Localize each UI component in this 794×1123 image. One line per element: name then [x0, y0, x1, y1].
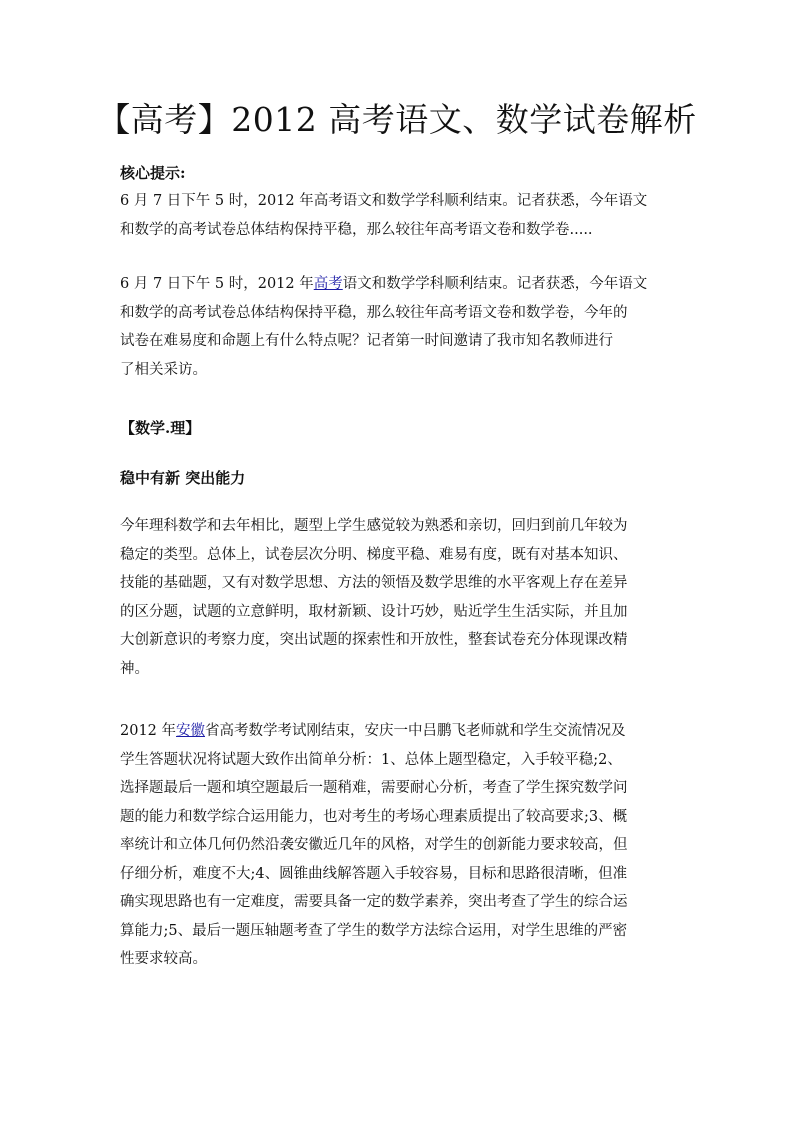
summary-paragraph — [120, 187, 688, 244]
intro-text: 语文和数学学科顺利结束。记者获悉，今年语文 — [342, 276, 648, 292]
paragraph-line: 率统计和立体几何仍然沿袭安徽近几年的风格，对学生的创新能力要求较高，但 — [120, 837, 628, 853]
paragraph-line: 学生答题状况将试题大致作出简单分析：1、总体上题型稳定，入手较平稳;2、 — [120, 751, 622, 768]
paragraph-line: 仔细分析，难度不大;4、圆锥曲线解答题入手较容易，目标和思路很清晰，但准 — [120, 865, 628, 882]
intro-line — [120, 270, 688, 299]
intro-line: 和数学的高考试卷总体结构保持平稳，那么较往年高考语文卷和数学卷，今年的 — [120, 304, 628, 321]
summary-line: 6 月 7 日下午 5 时，2012 年高考语文和数学学科顺利结束。记者获悉，今年语文 — [120, 193, 648, 209]
anhui-link[interactable]: 安徽 — [176, 723, 206, 739]
paragraph-text: 省高考数学考试刚结束，安庆一中吕鹏飞老师就和学生交流情况及 — [205, 723, 626, 739]
intro-text: 6 月 7 日下午 5 时，2012 年 — [120, 276, 314, 292]
summary-line: 和数学的高考试卷总体结构保持平稳，那么较往年高考语文卷和数学卷..... — [120, 221, 593, 238]
gaokao-link[interactable]: 高考 — [313, 276, 343, 292]
intro-line: 试卷在难易度和命题上有什么特点呢？记者第一时间邀请了我市知名教师进行 — [120, 333, 613, 349]
intro-line: 了相关采访。 — [120, 361, 207, 378]
section-subheading: 稳中有新 突出能力 — [120, 469, 246, 487]
math-paragraph-2 — [120, 717, 688, 974]
paragraph-line: 性要求较高。 — [120, 951, 207, 967]
paragraph-line: 算能力;5、最后一题压轴题考查了学生的数学方法综合运用，对学生思维的严密 — [120, 922, 628, 939]
paragraph-line: 稳定的类型。总体上，试卷层次分明、梯度平稳、难易有度，既有对基本知识、 — [120, 546, 628, 563]
page-title: 【高考】2012 高考语文、数学试卷解析 — [97, 100, 697, 139]
paragraph-line: 技能的基础题，又有对数学思想、方法的领悟及数学思维的水平客观上存在差异 — [120, 575, 628, 591]
paragraph-line: 题的能力和数学综合运用能力，也对考生的考场心理素质提出了较高要求;3、概 — [120, 808, 628, 825]
paragraph-line: 确实现思路也有一定难度，需要具备一定的数学素养，突出考查了学生的综合运 — [120, 894, 628, 910]
paragraph-line — [120, 717, 688, 746]
section-label: 【数学.理】 — [120, 419, 201, 437]
paragraph-line: 的区分题，试题的立意鲜明，取材新颖、设计巧妙，贴近学生生活实际，并且加 — [120, 603, 628, 620]
paragraph-line: 大创新意识的考察力度，突出试题的探索性和开放性，整套试卷充分体现课改精 — [120, 632, 628, 648]
paragraph-line: 神。 — [120, 660, 149, 677]
math-paragraph-1 — [120, 512, 688, 683]
intro-paragraph — [120, 270, 688, 384]
paragraph-text: 2012 年 — [120, 723, 177, 739]
summary-label: 核心提示: — [120, 164, 186, 182]
paragraph-line: 今年理科数学和去年相比，题型上学生感觉较为熟悉和亲切，回归到前几年较为 — [120, 518, 628, 534]
paragraph-line: 选择题最后一题和填空题最后一题稍难，需要耐心分析，考查了学生探究数学问 — [120, 780, 628, 796]
